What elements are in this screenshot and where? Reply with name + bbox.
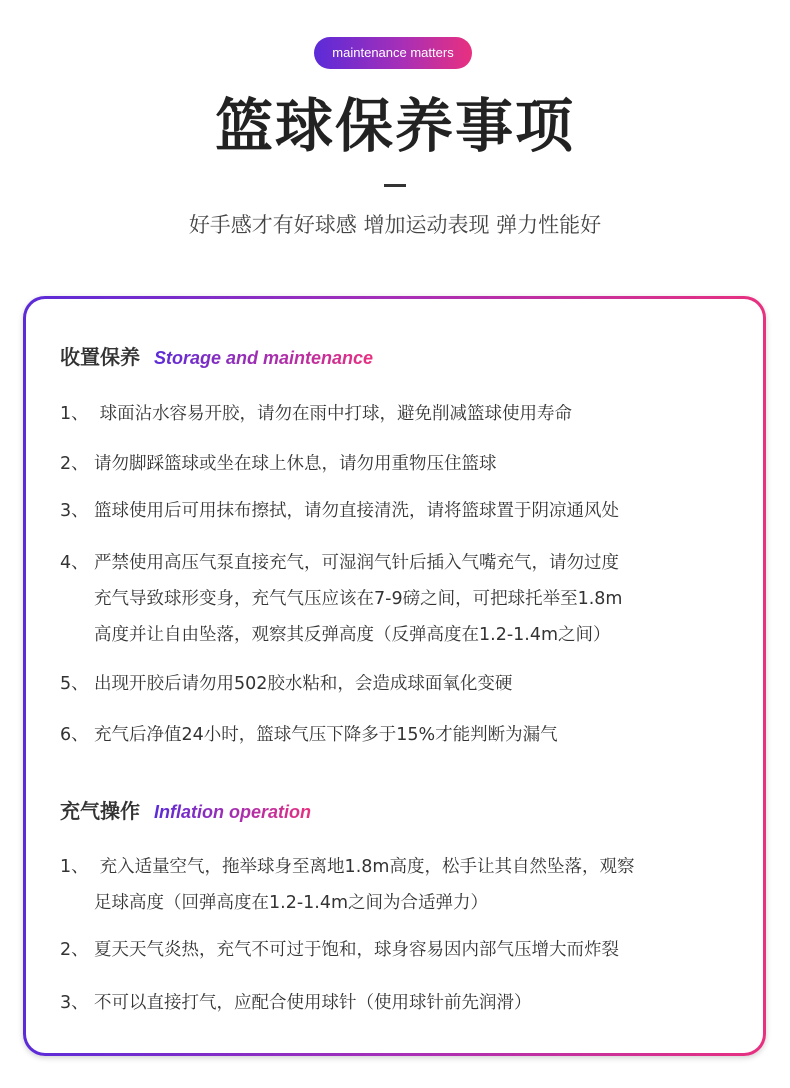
storage-section-title bbox=[60, 342, 373, 372]
item-number: 2、 bbox=[60, 454, 89, 474]
item-number: 3、 bbox=[60, 993, 89, 1013]
title-divider bbox=[384, 184, 406, 187]
item-text: 充气后净值24小时，篮球气压下降多于15%才能判断为漏气 bbox=[94, 725, 558, 745]
info-card-inner bbox=[26, 299, 763, 1053]
item-text: 不可以直接打气，应配合使用球针（使用球针前先润滑） bbox=[94, 993, 532, 1013]
inflation-item-1 bbox=[60, 849, 740, 921]
inflation-item-2 bbox=[60, 932, 740, 968]
storage-item-2 bbox=[60, 446, 740, 482]
info-card bbox=[23, 296, 766, 1056]
item-text-continued: 充气导致球形变身，充气气压应该在7-9磅之间，可把球托举至1.8m bbox=[94, 589, 623, 609]
item-number: 1、 bbox=[60, 404, 89, 424]
page-title: 篮球保养事项 bbox=[214, 92, 575, 160]
header-badge: maintenance matters bbox=[314, 37, 472, 69]
page-subtitle: 好手感才有好球感 增加运动表现 弹力性能好 bbox=[188, 213, 602, 237]
storage-item-3 bbox=[60, 493, 740, 529]
item-text: 球面沾水容易开胶，请勿在雨中打球，避免削减篮球使用寿命 bbox=[94, 404, 573, 424]
inflation-title-cn: 充气操作 bbox=[60, 799, 140, 823]
inflation-item-3 bbox=[60, 985, 740, 1021]
item-number: 3、 bbox=[60, 501, 89, 521]
item-number: 6、 bbox=[60, 725, 89, 745]
item-text-continued: 高度并让自由坠落，观察其反弹高度（反弹高度在1.2-1.4m之间） bbox=[94, 625, 611, 645]
storage-item-4 bbox=[60, 545, 740, 653]
inflation-title-en: Inflation operation bbox=[154, 802, 311, 822]
item-text: 充入适量空气，拖举球身至离地1.8m高度，松手让其自然坠落，观察 bbox=[94, 857, 635, 877]
storage-item-6 bbox=[60, 717, 740, 753]
storage-item-5 bbox=[60, 666, 740, 702]
item-text: 篮球使用后可用抹布擦拭，请勿直接清洗，请将篮球置于阴凉通风处 bbox=[94, 501, 619, 521]
item-number: 1、 bbox=[60, 857, 89, 877]
item-number: 4、 bbox=[60, 553, 89, 573]
inflation-section-title bbox=[60, 796, 311, 826]
item-text: 请勿脚踩篮球或坐在球上休息，请勿用重物压住篮球 bbox=[94, 454, 497, 474]
item-text: 严禁使用高压气泵直接充气，可湿润气针后插入气嘴充气，请勿过度 bbox=[94, 553, 619, 573]
storage-item-1 bbox=[60, 396, 740, 432]
item-text: 夏天天气炎热，充气不可过于饱和，球身容易因内部气压增大而炸裂 bbox=[94, 940, 619, 960]
item-text: 出现开胶后请勿用502胶水粘和，会造成球面氧化变硬 bbox=[94, 674, 513, 694]
storage-title-en: Storage and maintenance bbox=[154, 348, 374, 368]
item-text-continued: 足球高度（回弹高度在1.2-1.4m之间为合适弹力） bbox=[94, 893, 489, 913]
item-number: 2、 bbox=[60, 940, 89, 960]
item-number: 5、 bbox=[60, 674, 89, 694]
storage-title-cn: 收置保养 bbox=[60, 345, 140, 369]
